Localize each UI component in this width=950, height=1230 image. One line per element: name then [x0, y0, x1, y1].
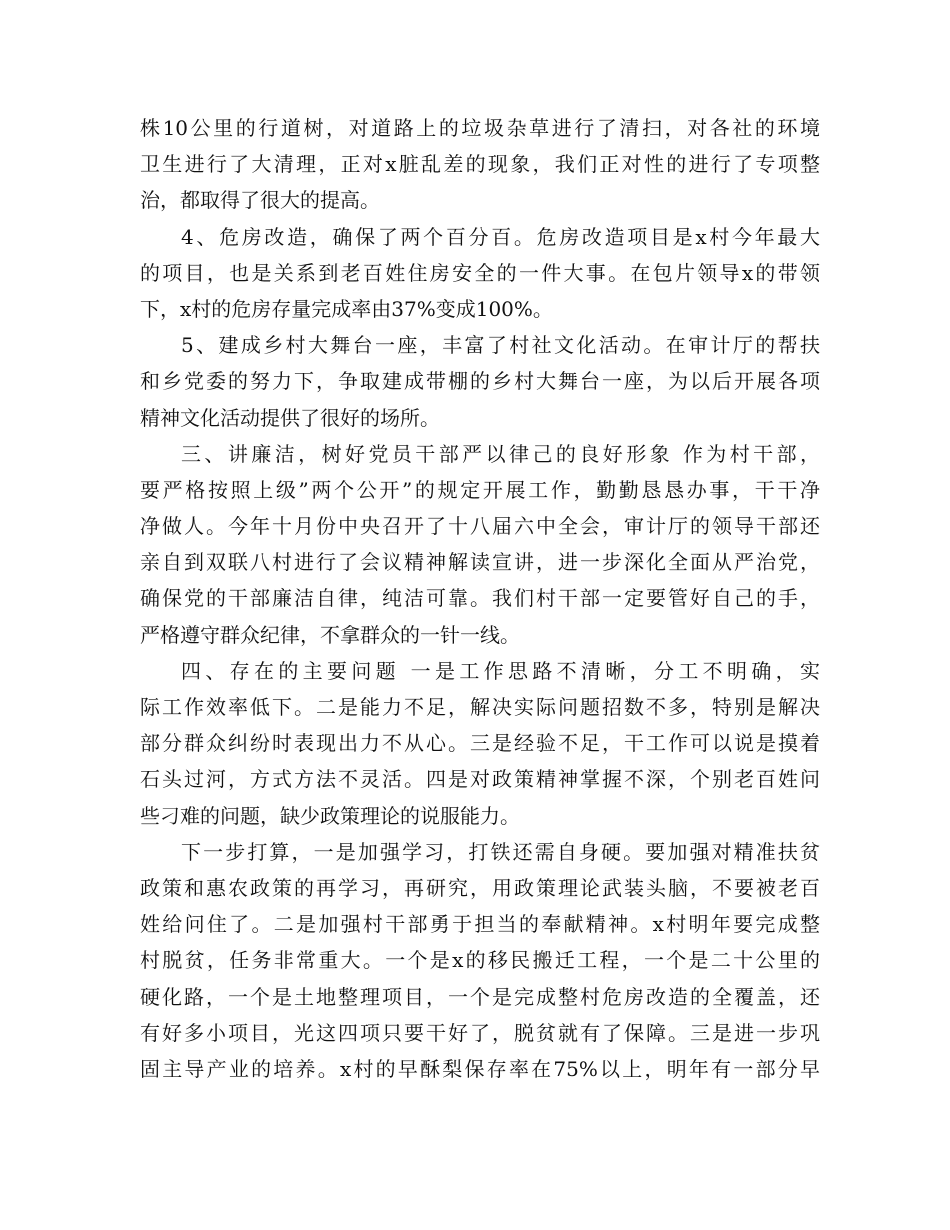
- text-line: 4、危房改造，确保了两个百分百。危房改造项目是x村今年最大: [181, 224, 820, 249]
- text-line: 下，x村的危房存量完成率由37%变成100%。: [140, 296, 553, 321]
- paragraph: [140, 834, 820, 1087]
- text-line: 硬化路，一个是土地整理项目，一个是完成整村危房改造的全覆盖，还: [140, 984, 820, 1009]
- paragraph: [140, 110, 820, 219]
- text-line: 三、讲廉洁，树好党员干部严以律己的良好形象 作为村干部，: [181, 441, 820, 466]
- text-line: 确保党的干部廉洁自律，纯洁可靠。我们村干部一定要管好自己的手，: [140, 586, 820, 611]
- paragraph: [140, 653, 820, 834]
- text-line: 部分群众纠纷时表现出力不从心。三是经验不足，干工作可以说是摸着: [140, 731, 820, 756]
- text-line: 石头过河，方式方法不灵活。四是对政策精神掌握不深，个别老百姓问: [140, 767, 820, 792]
- text-line: 的项目，也是关系到老百姓住房安全的一件大事。在包片领导x的带领: [140, 260, 820, 285]
- text-line: 要严格按照上级”两个公开”的规定开展工作，勤勤恳恳办事，干干净: [140, 477, 820, 502]
- text-line: 四、存在的主要问题 一是工作思路不清晰，分工不明确，实: [181, 658, 820, 683]
- text-line: 固主导产业的培养。x村的早酥梨保存率在75%以上，明年有一部分早: [140, 1056, 820, 1081]
- text-line: 亲自到双联八村进行了会议精神解读宣讲，进一步深化全面从严治党，: [140, 550, 820, 575]
- text-line: 村脱贫，任务非常重大。一个是x的移民搬迁工程，一个是二十公里的: [140, 948, 820, 973]
- paragraph: [140, 219, 820, 328]
- text-line: 严格遵守群众纪律，不拿群众的一针一线。: [140, 622, 520, 647]
- text-line: 有好多小项目，光这四项只要干好了，脱贫就有了保障。三是进一步巩: [140, 1020, 820, 1045]
- text-line: 政策和惠农政策的再学习，再研究，用政策理论武装头脑，不要被老百: [140, 875, 820, 900]
- text-line: 株10公里的行道树，对道路上的垃圾杂草进行了清扫，对各社的环境: [140, 116, 820, 140]
- text-line: 卫生进行了大清理，正对x脏乱差的现象，我们正对性的进行了专项整: [140, 152, 820, 177]
- document-page: [140, 110, 820, 1087]
- text-line: 际工作效率低下。二是能力不足，解决实际问题招数不多，特别是解决: [140, 695, 820, 719]
- text-line: 下一步打算，一是加强学习，打铁还需自身硬。要加强对精准扶贫: [181, 839, 820, 864]
- text-line: 净做人。今年十月份中央召开了十八届六中全会，审计厅的领导干部还: [140, 514, 820, 539]
- text-line: 姓给问住了。二是加强村干部勇于担当的奉献精神。x村明年要完成整: [140, 912, 820, 937]
- text-line: 精神文化活动提供了很好的场所。: [140, 405, 440, 430]
- text-line: 5、建成乡村大舞台一座，丰富了村社文化活动。在审计厅的帮扶: [181, 333, 820, 358]
- text-line: 和乡党委的努力下，争取建成带棚的乡村大舞台一座，为以后开展各项: [140, 369, 820, 394]
- paragraph: [140, 327, 820, 436]
- text-line: 些刁难的问题，缺少政策理论的说服能力。: [140, 803, 520, 828]
- paragraph: [140, 436, 820, 653]
- text-line: 治，都取得了很大的提高。: [140, 188, 380, 213]
